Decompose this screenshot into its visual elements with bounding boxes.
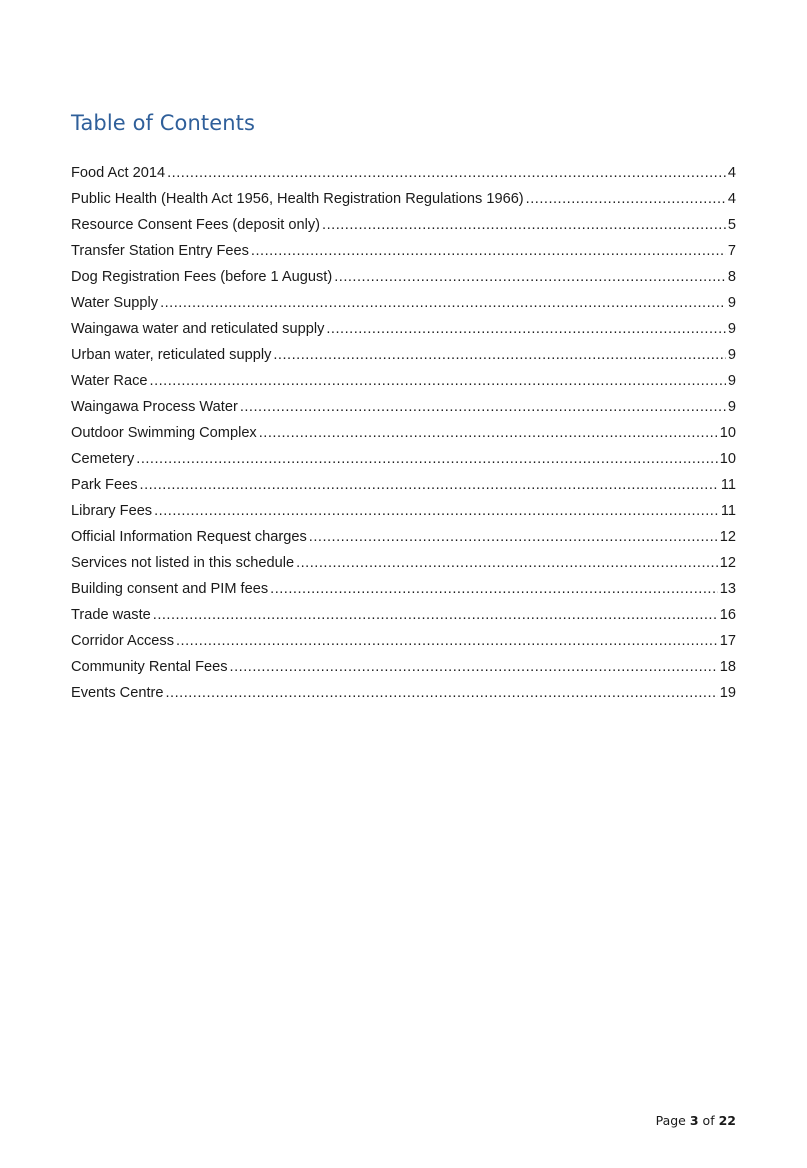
toc-entry-page-number: 9 <box>727 347 736 363</box>
toc-entry-cemetery[interactable] <box>71 446 736 472</box>
toc-dot-leader <box>167 160 726 186</box>
toc-entry-official-information-request[interactable] <box>71 524 736 550</box>
toc-entry-waingawa-water[interactable] <box>71 316 736 342</box>
footer-total-pages: 22 <box>718 1113 736 1128</box>
toc-entry-outdoor-swimming-complex[interactable] <box>71 420 736 446</box>
toc-entry-page-number: 9 <box>727 321 736 337</box>
toc-entry-label: Trade waste <box>71 607 151 623</box>
toc-entry-page-number: 11 <box>720 477 736 493</box>
toc-entry-page-number: 12 <box>719 529 736 545</box>
toc-entry-page-number: 7 <box>727 243 736 259</box>
footer-of-word: of <box>702 1113 715 1128</box>
toc-entry-community-rental-fees[interactable] <box>71 654 736 680</box>
toc-entry-resource-consent-fees[interactable] <box>71 212 736 238</box>
toc-entry-page-number: 9 <box>727 373 736 389</box>
toc-title: Table of Contents <box>71 111 256 135</box>
toc-entry-page-number: 9 <box>727 295 736 311</box>
toc-entry-park-fees[interactable] <box>71 472 736 498</box>
toc-dot-leader <box>136 446 718 472</box>
toc-entry-label: Urban water, reticulated supply <box>71 347 272 363</box>
toc-dot-leader <box>326 316 726 342</box>
toc-entry-page-number: 10 <box>719 425 736 441</box>
toc-list <box>71 160 736 706</box>
toc-entry-urban-water[interactable] <box>71 342 736 368</box>
toc-entry-page-number: 19 <box>719 685 736 701</box>
toc-dot-leader <box>160 290 726 316</box>
toc-dot-leader <box>296 550 718 576</box>
toc-entry-page-number: 13 <box>719 581 736 597</box>
toc-entry-label: Official Information Request charges <box>71 529 307 545</box>
toc-entry-building-consent-pim-fees[interactable] <box>71 576 736 602</box>
toc-dot-leader <box>240 394 726 420</box>
footer-current-page: 3 <box>689 1113 699 1128</box>
toc-entry-label: Outdoor Swimming Complex <box>71 425 257 441</box>
toc-dot-leader <box>322 212 726 238</box>
toc-entry-corridor-access[interactable] <box>71 628 736 654</box>
toc-entry-page-number: 17 <box>719 633 736 649</box>
toc-dot-leader <box>154 498 719 524</box>
toc-entry-events-centre[interactable] <box>71 680 736 706</box>
toc-entry-water-race[interactable] <box>71 368 736 394</box>
toc-entry-label: Corridor Access <box>71 633 174 649</box>
toc-entry-label: Public Health (Health Act 1956, Health Registration Regulations 1966) <box>71 191 524 207</box>
toc-entry-water-supply[interactable] <box>71 290 736 316</box>
toc-entry-label: Cemetery <box>71 451 135 467</box>
toc-entry-label: Waingawa Process Water <box>71 399 238 415</box>
toc-entry-label: Water Supply <box>71 295 159 311</box>
toc-entry-services-not-listed[interactable] <box>71 550 736 576</box>
toc-dot-leader <box>176 628 718 654</box>
page-footer <box>656 1113 736 1128</box>
toc-entry-page-number: 10 <box>719 451 736 467</box>
toc-dot-leader <box>150 368 726 394</box>
toc-entry-label: Food Act 2014 <box>71 165 166 181</box>
toc-dot-leader <box>259 420 718 446</box>
toc-entry-page-number: 8 <box>727 269 736 285</box>
toc-dot-leader <box>230 654 718 680</box>
toc-entry-library-fees[interactable] <box>71 498 736 524</box>
toc-entry-label: Resource Consent Fees (deposit only) <box>71 217 321 233</box>
toc-entry-page-number: 11 <box>720 503 736 519</box>
toc-entry-waingawa-process-water[interactable] <box>71 394 736 420</box>
toc-entry-label: Transfer Station Entry Fees <box>71 243 249 259</box>
toc-dot-leader <box>153 602 718 628</box>
toc-entry-label: Community Rental Fees <box>71 659 228 675</box>
toc-entry-page-number: 4 <box>727 165 736 181</box>
toc-entry-label: Building consent and PIM fees <box>71 581 269 597</box>
toc-dot-leader <box>270 576 718 602</box>
toc-entry-page-number: 5 <box>727 217 736 233</box>
toc-entry-label: Dog Registration Fees (before 1 August) <box>71 269 333 285</box>
toc-entry-label: Services not listed in this schedule <box>71 555 295 571</box>
toc-dot-leader <box>165 680 717 706</box>
toc-dot-leader <box>526 186 726 212</box>
footer-page-word: Page <box>655 1113 686 1128</box>
toc-entry-page-number: 12 <box>719 555 736 571</box>
toc-dot-leader <box>140 472 719 498</box>
toc-entry-public-health[interactable] <box>71 186 736 212</box>
toc-entry-page-number: 9 <box>727 399 736 415</box>
toc-entry-trade-waste[interactable] <box>71 602 736 628</box>
toc-dot-leader <box>334 264 726 290</box>
toc-entry-page-number: 16 <box>719 607 736 623</box>
toc-entry-label: Water Race <box>71 373 148 389</box>
toc-dot-leader <box>273 342 726 368</box>
toc-entry-transfer-station-fees[interactable] <box>71 238 736 264</box>
toc-entry-dog-registration-fees[interactable] <box>71 264 736 290</box>
toc-entry-label: Events Centre <box>71 685 164 701</box>
toc-entry-label: Waingawa water and reticulated supply <box>71 321 325 337</box>
toc-entry-page-number: 4 <box>727 191 736 207</box>
toc-dot-leader <box>251 238 726 264</box>
toc-entry-food-act[interactable] <box>71 160 736 186</box>
toc-entry-page-number: 18 <box>719 659 736 675</box>
toc-entry-label: Library Fees <box>71 503 153 519</box>
toc-entry-label: Park Fees <box>71 477 138 493</box>
toc-dot-leader <box>309 524 718 550</box>
